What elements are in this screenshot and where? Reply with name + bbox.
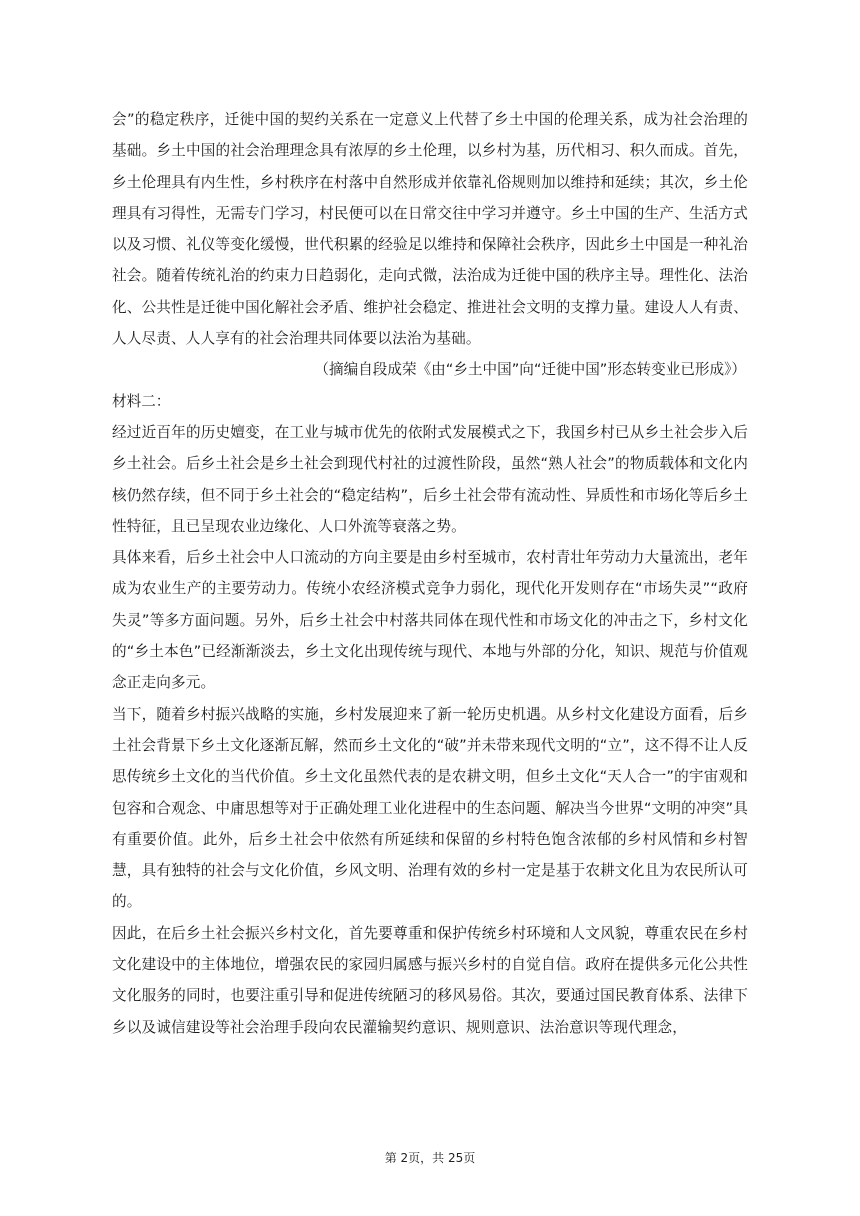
source-citation: （摘编自段成荣《由“乡土中国”向“迁徙中国”形态转变业已形成》） bbox=[314, 361, 746, 379]
paragraph-material-one-continued: 会”的稳定秩序，迁徙中国的契约关系在一定意义上代替了乡土中国的伦理关系，成为社会治理的基础。乡土中国的社会治理理念具有浓厚的乡土伦理，以乡村为基，历代相习、积久而成。首先，乡土伦理具有内生性，乡村秩序在村落中自然形成并依靠礼俗规则加以维持和延续；其次，乡土伦理具有习得性，无需专门学习，村民便可以在日常交往中学习并遵守。乡土中国的生产、生活方式以及习惯、礼仪等变化缓慢，世代积累的经验足以维持和保障社会秩序，因此乡土中国是一种礼治社会。随着传统礼治的约束力日趋弱化，走向式微，法治成为迁徙中国的秩序主导。理性化、法治化、公共性是迁徙中国化解社会矛盾、维护社会稳定、推进社会文明的支撑力量。建设人人有责、人人尽责、人人享有的社会治理共同体要以法治为基础。 bbox=[112, 111, 748, 348]
paragraph-rural-revitalization: 当下，随着乡村振兴战略的实施，乡村发展迎来了新一轮历史机遇。从乡村文化建设方面看，后乡土社会背景下乡土文化逐渐瓦解，然而乡土文化的“破”并未带来现代文明的“立”，这不得不让人反思传统乡土文化的当代价值。乡土文化虽然代表的是农耕文明，但乡土文化“天人合一”的宇宙观和包容和合观念、中庸思想等对于正确处理工业化进程中的生态问题、解决当今世界“文明的冲突”具有重要价值。此外，后乡土社会中依然有所延续和保留的乡村特色饱含浓郁的乡村风情和乡村智慧，具有独特的社会与文化价值，乡风文明、治理有效的乡村一定是基于农耕文化且为农民所认可的。 bbox=[112, 705, 748, 911]
material-two-label: 材料二： bbox=[112, 392, 171, 410]
paragraph-post-rural-society: 经过近百年的历史嬗变，在工业与城市优先的依附式发展模式之下，我国乡村已从乡土社会步入后乡土社会。后乡土社会是乡土社会到现代村社的过渡性阶段，虽然“熟人社会”的物质载体和文化内核仍然存续，但不同于乡土社会的“稳定结构”，后乡土社会带有流动性、异质性和市场化等后乡土性特征，且已呈现农业边缘化、人口外流等衰落之势。 bbox=[112, 423, 748, 535]
document-body bbox=[112, 104, 748, 1043]
paragraph-population-flow: 具体来看，后乡土社会中人口流动的方向主要是由乡村至城市，农村青壮年劳动力大量流出，老年成为农业生产的主要劳动力。传统小农经济模式竞争力弱化，现代化开发则存在“市场失灵”“政府失灵”等多方面问题。另外，后乡土社会中村落共同体在现代性和市场文化的冲击之下，乡村文化的“乡土本色”已经渐渐淡去，乡土文化出现传统与现代、本地与外部的分化，知识、规范与价值观念正走向多元。 bbox=[112, 549, 748, 692]
page-number-footer: 第 2页，共 25页 bbox=[384, 1151, 476, 1165]
paragraph-therefore: 因此，在后乡土社会振兴乡村文化，首先要尊重和保护传统乡村环境和人文风貌，尊重农民在乡村文化建设中的主体地位，增强农民的家园归属感与振兴乡村的自觉自信。政府在提供多元化公共性文化服务的同时，也要注重引导和促进传统陋习的移风易俗。其次，要通过国民教育体系、法律下乡以及诚信建设等社会治理手段向农民灌输契约意识、规则意识、法治意识等现代理念， bbox=[112, 924, 748, 1036]
